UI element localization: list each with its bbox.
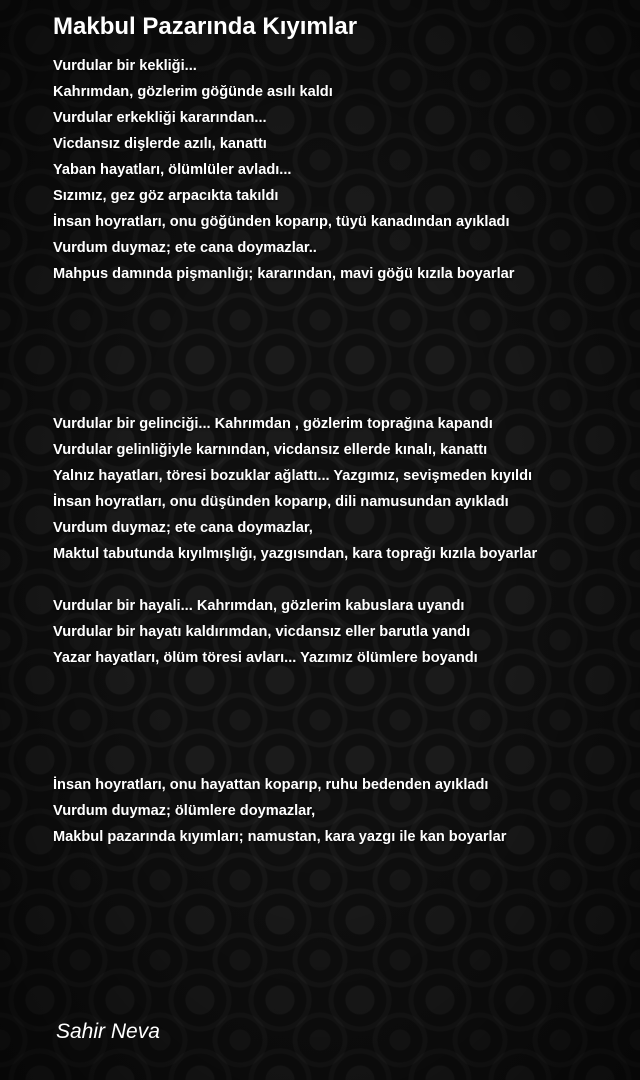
poem-line: Vurdular bir kekliği...: [53, 58, 197, 74]
poem-line: Vurdum duymaz; ölümlere doymazlar,: [53, 803, 316, 819]
poem-line: Vicdansız dişlerde azılı, kanattı: [53, 136, 267, 152]
poem-author: Sahir Neva: [56, 1020, 160, 1043]
poem-line: Maktul tabutunda kıyılmışlığı, yazgısından, kara toprağı kızıla boyarlar: [53, 546, 538, 562]
poem-line: Yaban hayatları, ölümlüler avladı...: [53, 162, 292, 178]
stanza-1: [53, 53, 514, 287]
poem-line: Sızımız, gez göz arpacıkta takıldı: [53, 188, 279, 204]
poem-line: Yalnız hayatları, töresi bozuklar ağlattı... Yazgımız, sevişmeden kıyıldı: [53, 468, 533, 484]
poem-line: Vurdular erkekliği kararından...: [53, 110, 267, 126]
poem-line: Vurdular bir hayali... Kahrımdan, gözlerim kabuslara uyandı: [53, 598, 465, 614]
stanza-4: [53, 772, 506, 850]
poem-line: Vurdum duymaz; ete cana doymazlar,: [53, 520, 313, 536]
poem-line: Vurdular bir hayatı kaldırımdan, vicdansız eller barutla yandı: [53, 624, 471, 640]
stanza-2: [53, 411, 537, 567]
poem-title: Makbul Pazarında Kıyımlar: [53, 13, 358, 40]
poem-line: Mahpus damında pişmanlığı; kararından, mavi göğü kızıla boyarlar: [53, 266, 515, 282]
poem-line: Vurdum duymaz; ete cana doymazlar..: [53, 240, 317, 256]
poem-line: Yazar hayatları, ölüm töresi avları... Yazımız ölümlere boyandı: [53, 650, 478, 666]
poem-line: Makbul pazarında kıyımları; namustan, kara yazgı ile kan boyarlar: [53, 829, 507, 845]
poem-line: Vurdular bir gelinciği... Kahrımdan , gözlerim toprağına kapandı: [53, 416, 493, 432]
poem-line: İnsan hoyratları, onu göğünden koparıp, tüyü kanadından ayıkladı: [53, 214, 510, 230]
poem-line: İnsan hoyratları, onu hayattan koparıp, ruhu bedenden ayıkladı: [53, 777, 489, 793]
poem-line: Kahrımdan, gözlerim göğünde asılı kaldı: [53, 84, 333, 100]
poem-line: Vurdular gelinliğiyle karnından, vicdansız ellerde kınalı, kanattı: [53, 442, 488, 458]
poem-line: İnsan hoyratları, onu düşünden koparıp, dili namusundan ayıkladı: [53, 494, 509, 510]
stanza-3: [53, 593, 478, 671]
